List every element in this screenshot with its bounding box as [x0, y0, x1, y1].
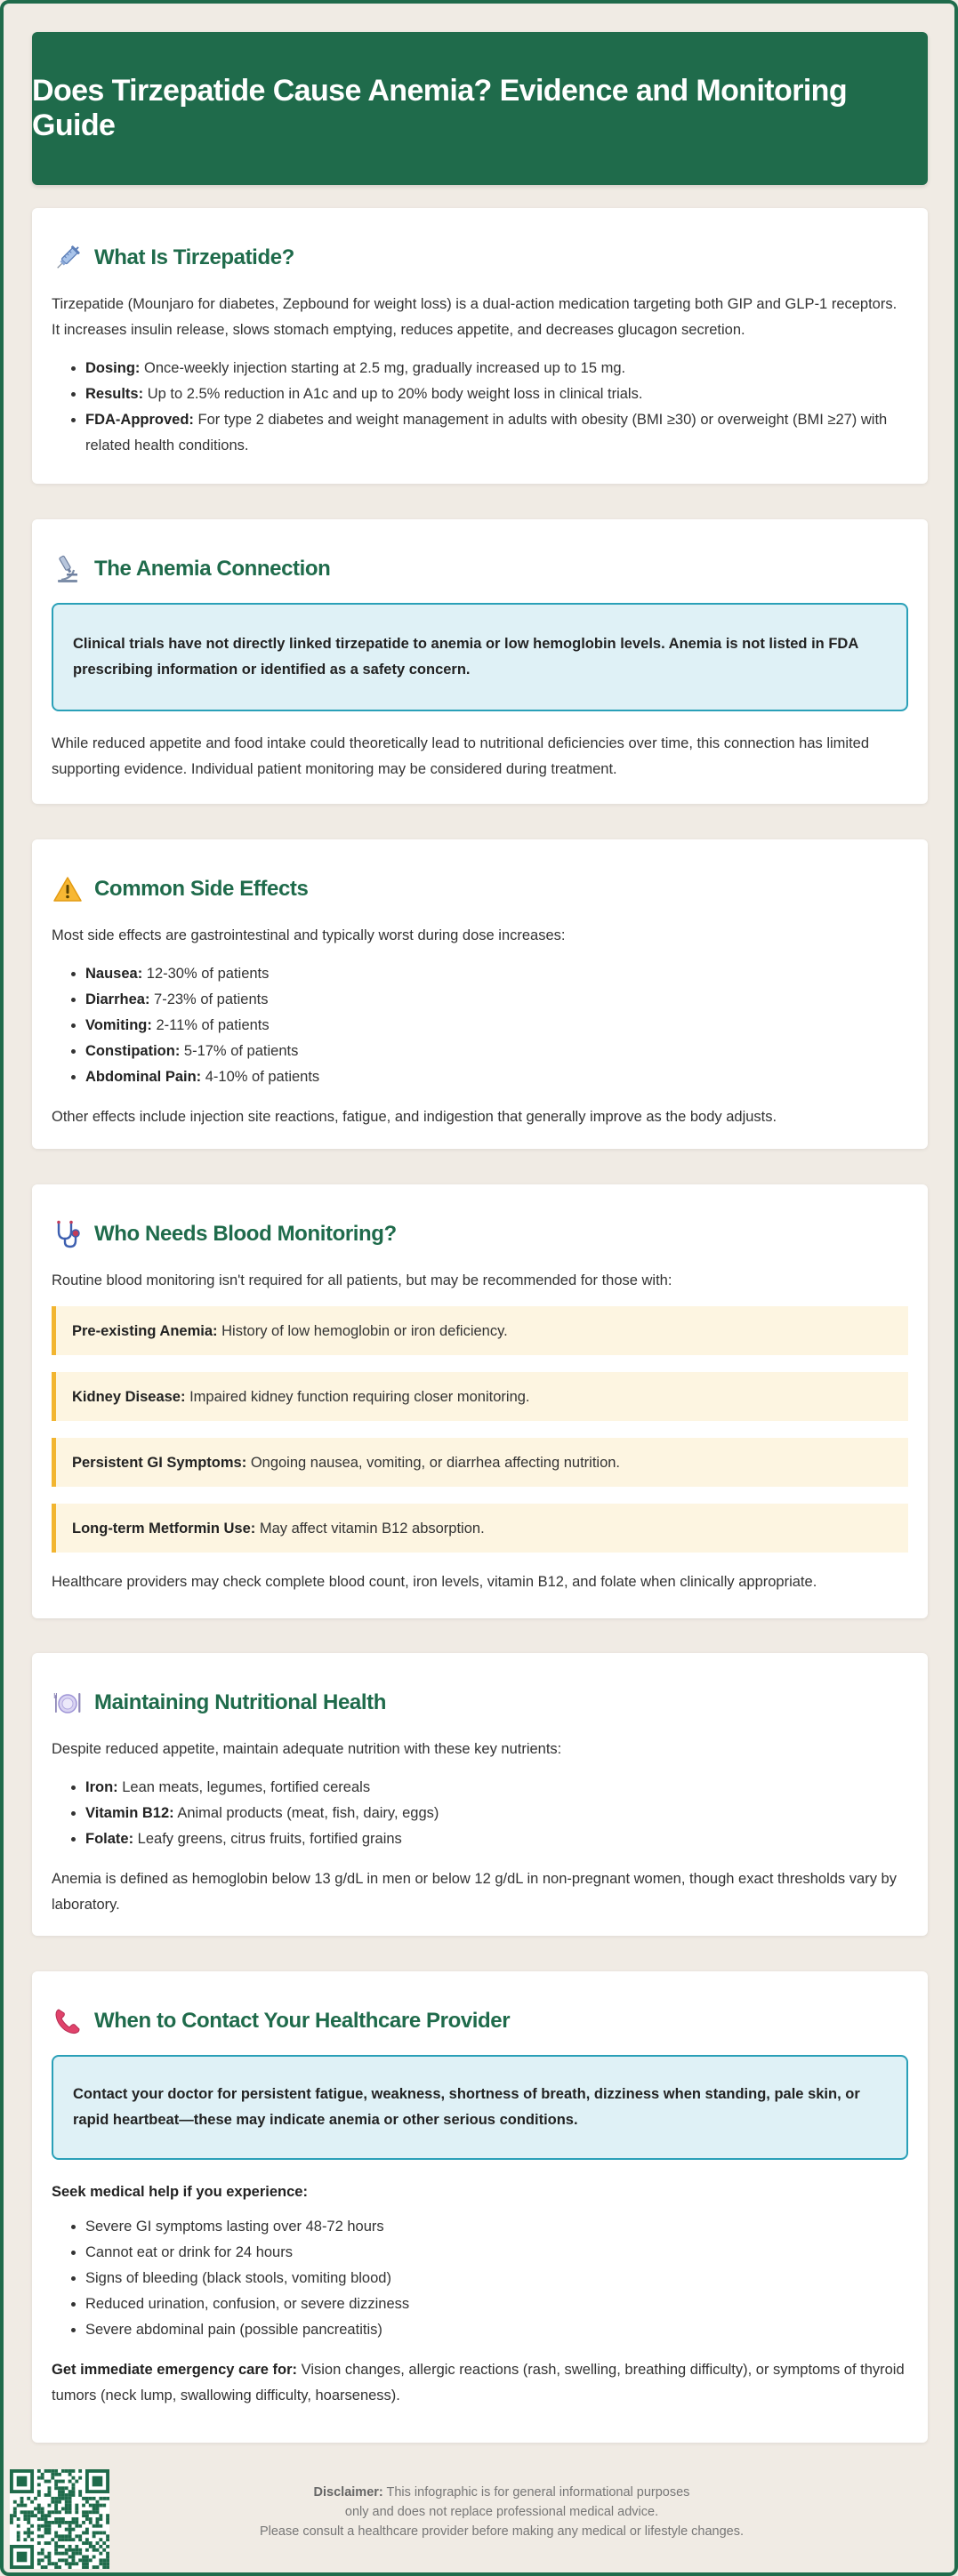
callout-text: Contact your doctor for persistent fatigue, weakness, shortness of breath, dizziness when standing, pale skin, or rapid heartbeat—these may indicate anemia or other serious conditions.: [73, 2086, 860, 2128]
section-title: Who Needs Blood Monitoring?: [94, 1222, 397, 1246]
list-item: • Dosing: Once-weekly injection starting at 2.5 mg, gradually increased up to 15 mg.: [85, 356, 908, 381]
section-header: [52, 1685, 386, 1721]
microscope-icon: [52, 553, 84, 585]
section-intro: Routine blood monitoring isn't required for all patients, but may be recommended for those with:: [52, 1272, 672, 1288]
section-nutritional-health: [32, 1653, 928, 1936]
condition-box: Pre-existing Anemia: History of low hemoglobin or iron deficiency.: [52, 1306, 908, 1355]
phone-icon: [52, 2005, 84, 2037]
section-intro: Most side effects are gastrointestinal and typically worst during dose increases:: [52, 927, 566, 943]
section-title: The Anemia Connection: [94, 557, 331, 581]
list-item: • Severe GI symptoms lasting over 48-72 hours: [85, 2214, 908, 2240]
list-item: • Severe abdominal pain (possible pancreatitis): [85, 2317, 908, 2343]
page-header: [32, 32, 928, 185]
page-title: Does Tirzepatide Cause Anemia? Evidence and Monitoring Guide: [32, 74, 848, 142]
list-item: • Cannot eat or drink for 24 hours: [85, 2240, 908, 2266]
list-item: • FDA-Approved: For type 2 diabetes and weight management in adults with obesity (BMI ≥30) or overweight (BMI ≥27) with related health conditions.: [85, 407, 908, 459]
list-item: • Nausea: 12-30% of patients: [85, 961, 908, 987]
syringe-icon: [52, 242, 84, 274]
list-item: • Vitamin B12: Animal products (meat, fish, dairy, eggs): [85, 1801, 908, 1826]
section-header: [52, 240, 294, 276]
section-common-side-effects: [32, 839, 928, 1149]
section-intro: Tirzepatide (Mounjaro for diabetes, Zepbound for weight loss) is a dual-action medication targeting both GIP and GLP-1 receptors. It increases insulin release, slows stomach emptying, reduces appetite, and decreases glucagon secretion.: [52, 296, 898, 338]
bullet-list: [52, 356, 908, 459]
section-header: [52, 1216, 397, 1252]
callout-box: [52, 603, 908, 711]
section-title: Maintaining Nutritional Health: [94, 1690, 386, 1714]
list-item: • Folate: Leafy greens, citrus fruits, fortified grains: [85, 1826, 908, 1852]
bullet-list: [52, 961, 908, 1090]
emergency-text: Get immediate emergency care for: Vision changes, allergic reactions (rash, swelling, breathing difficulty), or symptoms of thyroid tumors (neck lump, swallowing difficulty, hoarseness).: [52, 2362, 905, 2403]
section-outro: Other effects include injection site reactions, fatigue, and indigestion that generally improve as the body adjusts.: [52, 1109, 777, 1125]
condition-box: Kidney Disease: Impaired kidney function requiring closer monitoring.: [52, 1372, 908, 1421]
section-anemia-connection: [32, 519, 928, 804]
callout-box: [52, 2055, 908, 2160]
footer: [4, 2464, 954, 2571]
condition-box: Long-term Metformin Use: May affect vitamin B12 absorption.: [52, 1504, 908, 1553]
section-contact-provider: [32, 1971, 928, 2443]
list-item: • Iron: Lean meats, legumes, fortified cereals: [85, 1775, 908, 1801]
section-title: When to Contact Your Healthcare Provider: [94, 2009, 511, 2033]
qr-code-icon[interactable]: [10, 2469, 109, 2569]
stethoscope-icon: [52, 1218, 84, 1250]
section-blood-monitoring: [32, 1184, 928, 1618]
bullet-list: [52, 2214, 908, 2343]
section-title: What Is Tirzepatide?: [94, 245, 294, 269]
list-item: • Signs of bleeding (black stools, vomiting blood): [85, 2266, 908, 2291]
list-item: • Diarrhea: 7-23% of patients: [85, 987, 908, 1013]
section-text: While reduced appetite and food intake could theoretically lead to nutritional deficiencies over time, this connection has limited supporting evidence. Individual patient monitoring may be considered during treatment.: [52, 735, 870, 777]
section-outro: Healthcare providers may check complete blood count, iron levels, vitamin B12, and folate when clinically appropriate.: [52, 1574, 817, 1590]
disclaimer: Disclaimer: This infographic is for general informational purposes only and does not replace professional medical advice. Please consult a healthcare provider before making any medical or lifestyle changes.: [259, 2485, 745, 2539]
section-header: [52, 551, 330, 587]
list-item: • Vomiting: 2-11% of patients: [85, 1013, 908, 1039]
section-what-is-tirzepatide: [32, 208, 928, 484]
warning-icon: [52, 873, 84, 905]
section-outro: Anemia is defined as hemoglobin below 13 g/dL in men or below 12 g/dL in non-pregnant women, though exact thresholds vary by laboratory.: [52, 1871, 897, 1913]
bullet-list: [52, 1775, 908, 1852]
list-item: • Results: Up to 2.5% reduction in A1c and up to 20% body weight loss in clinical trials.: [85, 381, 908, 407]
section-header: [52, 871, 308, 907]
seek-help-heading: Seek medical help if you experience:: [52, 2184, 308, 2200]
list-item: • Constipation: 5-17% of patients: [85, 1039, 908, 1064]
list-item: • Abdominal Pain: 4-10% of patients: [85, 1064, 908, 1090]
list-item: • Reduced urination, confusion, or severe dizziness: [85, 2291, 908, 2317]
callout-text: Clinical trials have not directly linked tirzepatide to anemia or low hemoglobin levels. Anemia is not listed in FDA prescribing information or identified as a safety concern.: [73, 636, 858, 678]
section-intro: Despite reduced appetite, maintain adequate nutrition with these key nutrients:: [52, 1741, 562, 1757]
section-title: Common Side Effects: [94, 877, 309, 901]
section-header: [52, 2003, 510, 2039]
plate-icon: [52, 1687, 84, 1719]
condition-box: Persistent GI Symptoms: Ongoing nausea, vomiting, or diarrhea affecting nutrition.: [52, 1438, 908, 1487]
